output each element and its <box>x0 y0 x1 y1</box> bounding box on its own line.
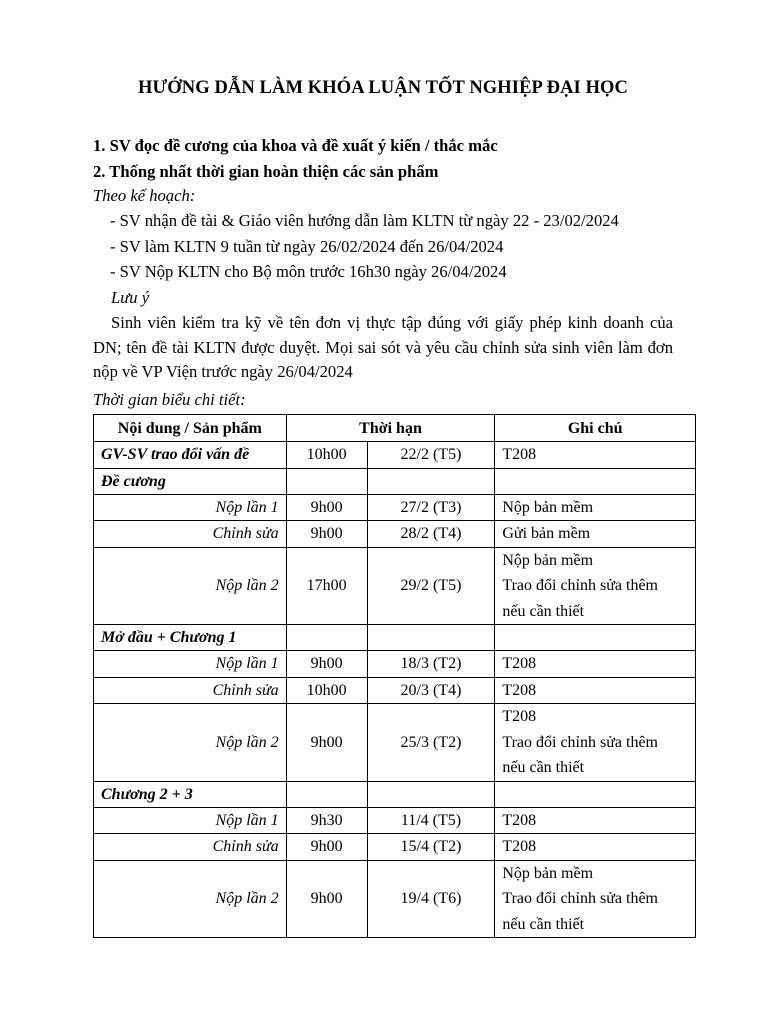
note-line: Nộp bản mềm <box>502 551 594 569</box>
note-line: T208 <box>502 811 537 829</box>
cell-date: 29/2 (T5) <box>367 547 495 625</box>
cell-content: Nộp lần 2 <box>94 704 287 782</box>
cell-content: Chỉnh sửa <box>94 677 287 704</box>
cell-note <box>495 625 696 651</box>
cell-time <box>286 781 367 807</box>
table-header-row <box>94 415 696 442</box>
header-content: Nội dung / Sản phẩm <box>94 415 287 442</box>
table-row <box>94 521 696 548</box>
cell-date: 25/3 (T2) <box>367 704 495 782</box>
cell-date <box>367 625 495 651</box>
cell-note <box>495 704 696 782</box>
cell-date: 22/2 (T5) <box>367 442 495 469</box>
note-line: nếu cần thiết <box>502 759 585 776</box>
cell-content: Nộp lần 1 <box>94 651 287 678</box>
cell-content: GV-SV trao đổi vấn đề <box>94 442 287 469</box>
note-line: nếu cần thiết <box>502 915 585 933</box>
note-line: Trao đổi chỉnh sửa thêm <box>502 890 658 907</box>
cell-time: 9h00 <box>286 834 367 861</box>
note-line: Gửi bản mềm <box>502 525 591 542</box>
plan-item: - SV làm KLTN 9 tuần từ ngày 26/02/2024 đến 26/04/2024 <box>110 237 504 256</box>
note-line: T208 <box>502 708 537 725</box>
cell-date <box>367 781 495 807</box>
cell-date: 28/2 (T4) <box>367 521 495 548</box>
heading-1: 1. SV đọc đề cương của khoa và đề xuất ý kiến / thắc mắc <box>93 136 498 155</box>
cell-content: Chỉnh sửa <box>94 834 287 861</box>
header-deadline: Thời hạn <box>286 415 495 442</box>
table-row <box>94 834 696 861</box>
cell-content: Chương 2 + 3 <box>94 781 287 807</box>
note-line: Nộp bản mềm <box>502 498 594 516</box>
table-row <box>94 781 696 807</box>
cell-time: 9h00 <box>286 494 367 521</box>
cell-note <box>495 781 696 807</box>
cell-content: Chỉnh sửa <box>94 521 287 548</box>
cell-note <box>495 860 696 938</box>
cell-content: Nộp lần 1 <box>94 807 287 834</box>
cell-note <box>495 521 696 548</box>
cell-content: Nộp lần 1 <box>94 494 287 521</box>
cell-content: Nộp lần 2 <box>94 860 287 938</box>
cell-time: 9h00 <box>286 651 367 678</box>
document-title: HƯỚNG DẪN LÀM KHÓA LUẬN TỐT NGHIỆP ĐẠI HỌC <box>137 78 629 98</box>
cell-time: 10h00 <box>286 442 367 469</box>
cell-time: 9h30 <box>286 807 367 834</box>
cell-content: Nộp lần 2 <box>94 547 287 625</box>
cell-date: 11/4 (T5) <box>367 807 495 834</box>
cell-time: 9h00 <box>286 860 367 938</box>
cell-note <box>495 468 696 494</box>
cell-note <box>495 807 696 834</box>
table-row <box>94 677 696 704</box>
cell-time: 9h00 <box>286 704 367 782</box>
note-line: Trao đổi chỉnh sửa thêm <box>502 577 658 594</box>
table-row <box>94 547 696 625</box>
cell-content: Mở đầu + Chương 1 <box>94 625 287 651</box>
cell-note <box>495 442 696 469</box>
note-line: Trao đổi chỉnh sửa thêm <box>502 733 658 751</box>
heading-2: 2. Thống nhất thời gian hoàn thiện các sản phẩm <box>93 162 439 181</box>
cell-date: 15/4 (T2) <box>367 834 495 861</box>
table-row <box>94 625 696 651</box>
table-row <box>94 442 696 469</box>
cell-time: 17h00 <box>286 547 367 625</box>
cell-date: 19/4 (T6) <box>367 860 495 938</box>
plan-item: - SV Nộp KLTN cho Bộ môn trước 16h30 ngày 26/04/2024 <box>110 262 507 281</box>
cell-note <box>495 494 696 521</box>
note-paragraph: Sinh viên kiểm tra kỹ về tên đơn vị thực tập đúng với giấy phép kinh doanh của DN; tên đề tài KLTN được duyệt. Mọi sai sót và yêu cầu chỉnh sửa sinh viên làm đơn nộp về VP Viện trước ngày 26/04/2024 <box>93 313 673 381</box>
note-line: T208 <box>502 655 537 672</box>
table-row <box>94 807 696 834</box>
table-row <box>94 704 696 782</box>
cell-date: 20/3 (T4) <box>367 677 495 704</box>
cell-time <box>286 625 367 651</box>
cell-date <box>367 468 495 494</box>
cell-note <box>495 677 696 704</box>
table-row <box>94 494 696 521</box>
schedule-label: Thời gian biểu chi tiết: <box>93 390 246 409</box>
header-note: Ghi chú <box>495 415 696 442</box>
cell-content: Đề cương <box>94 468 287 494</box>
cell-date: 27/2 (T3) <box>367 494 495 521</box>
cell-note <box>495 547 696 625</box>
schedule-table <box>93 414 696 938</box>
note-line: nếu cần thiết <box>502 602 585 620</box>
table-row <box>94 860 696 938</box>
cell-time <box>286 468 367 494</box>
note-line: T208 <box>502 838 537 855</box>
plan-item: - SV nhận đề tài & Giáo viên hướng dẫn làm KLTN từ ngày 22 - 23/02/2024 <box>110 211 619 230</box>
note-line: T208 <box>502 681 537 699</box>
plan-label: Theo kế hoạch: <box>93 186 196 205</box>
cell-note <box>495 651 696 678</box>
note-line: Nộp bản mềm <box>502 864 594 882</box>
cell-date: 18/3 (T2) <box>367 651 495 678</box>
cell-time: 10h00 <box>286 677 367 704</box>
cell-time: 9h00 <box>286 521 367 548</box>
table-row <box>94 651 696 678</box>
note-label: Lưu ý <box>111 288 150 307</box>
cell-note <box>495 834 696 861</box>
table-row <box>94 468 696 494</box>
note-line: T208 <box>502 446 537 463</box>
